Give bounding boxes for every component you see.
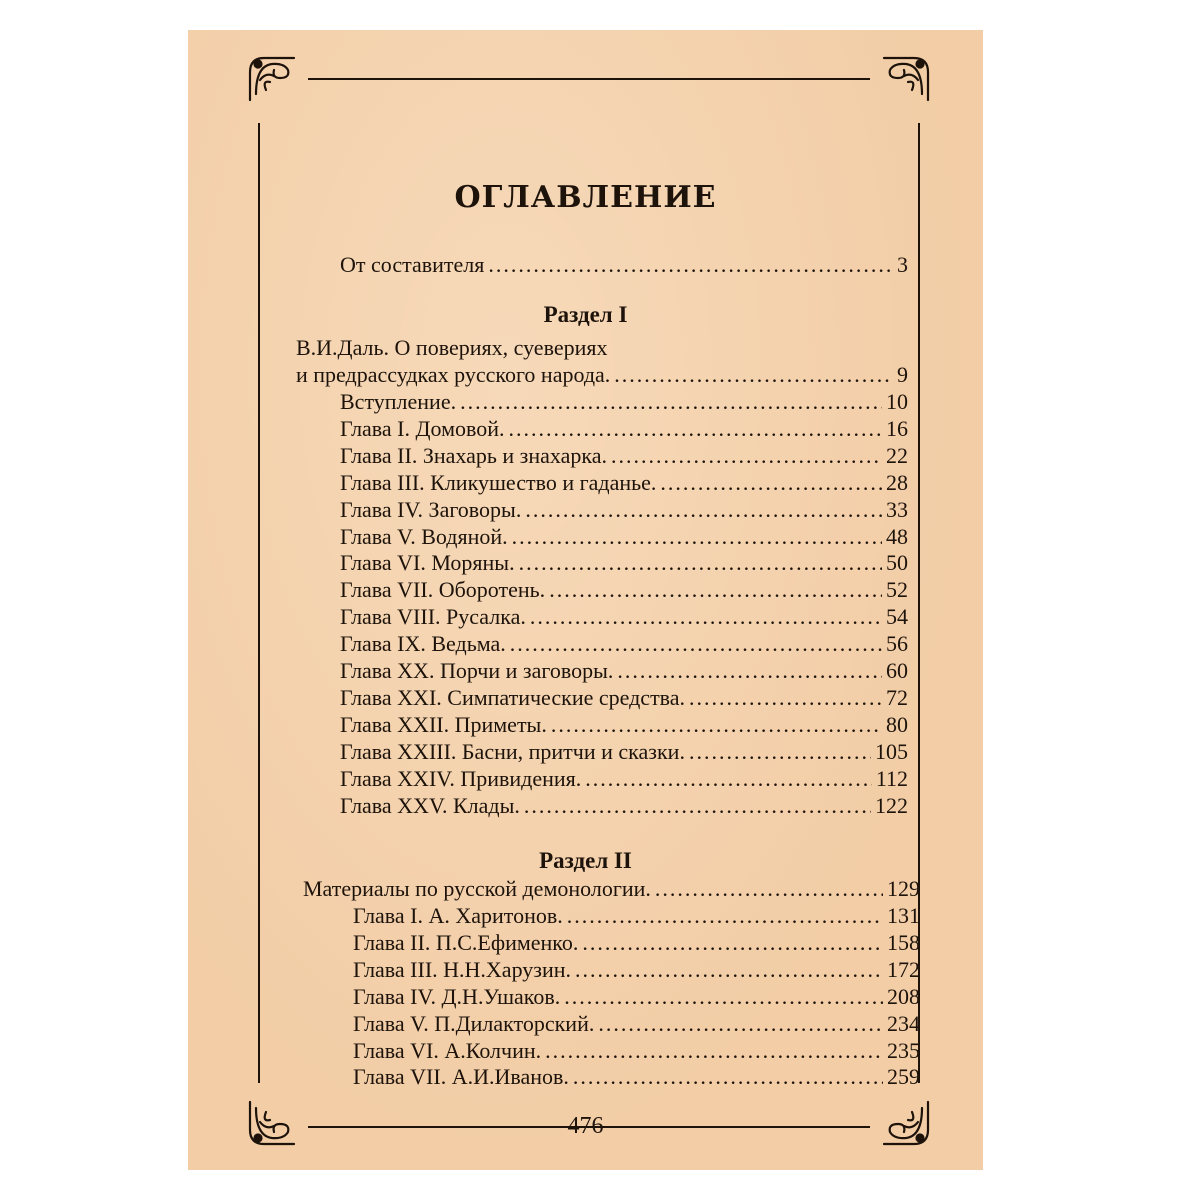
toc-entry-text: Глава III. Н.Н.Харузин. xyxy=(353,956,572,982)
toc-entry-page: 10 xyxy=(886,389,908,414)
leader-dots xyxy=(530,603,882,630)
toc-entry-main xyxy=(296,361,908,388)
toc-entry-text: Глава XXIV. Привидения. xyxy=(340,765,582,791)
toc-entry xyxy=(340,549,908,576)
toc-entry-intro xyxy=(340,251,908,278)
toc-entry-text: Глава VIII. Русалка. xyxy=(340,604,526,630)
toc-entry-page: 122 xyxy=(875,792,908,818)
toc-entry xyxy=(340,388,908,415)
toc-entry-page: 72 xyxy=(886,684,908,710)
toc-entry-main xyxy=(303,875,920,902)
leader-dots xyxy=(614,361,893,388)
toc-entry-page: 9 xyxy=(897,362,908,387)
leader-dots xyxy=(689,738,871,765)
toc-entry-page: 129 xyxy=(887,876,920,901)
toc-entry-text: Глава IV. Д.Н.Ушаков. xyxy=(353,983,561,1009)
toc-entry xyxy=(353,902,920,929)
corner-ornament-icon xyxy=(244,50,300,106)
toc-entry-text: Вступление. xyxy=(340,389,457,414)
toc-entry-page: 234 xyxy=(887,1010,920,1036)
toc-entry-text: Глава VI. Моряны. xyxy=(340,550,515,576)
toc-entry xyxy=(340,765,908,792)
toc-entry xyxy=(340,576,908,603)
leader-dots xyxy=(655,875,883,902)
toc-entry-text: Глава XX. Порчи и заговоры. xyxy=(340,658,614,683)
leader-dots xyxy=(488,251,893,278)
toc-entry-page: 158 xyxy=(887,929,920,955)
toc-entry xyxy=(340,523,908,550)
leader-dots xyxy=(611,442,882,469)
toc-entry-page: 105 xyxy=(875,738,908,764)
leader-dots xyxy=(564,983,883,1010)
toc-entry-text: Глава I. Домовой. xyxy=(340,415,505,441)
leader-dots xyxy=(551,711,882,738)
toc-entry xyxy=(340,442,908,469)
corner-ornament-icon xyxy=(878,50,934,106)
toc-entry xyxy=(340,469,908,496)
leader-dots xyxy=(689,684,882,711)
toc-entry xyxy=(353,1037,920,1064)
toc-entry-text: Глава XXII. Приметы. xyxy=(340,711,547,737)
toc-entry xyxy=(340,496,908,523)
section-heading-1: Раздел I xyxy=(543,302,628,327)
leader-dots xyxy=(585,765,872,792)
leader-dots xyxy=(575,956,883,983)
toc-entry-text: Глава III. Кликушество и гаданье. xyxy=(340,469,657,495)
toc-entry-text: Глава VI. А.Колчин. xyxy=(353,1037,542,1063)
toc-entry-text: Глава IV. Заговоры. xyxy=(340,496,522,522)
toc-entry-page: 259 xyxy=(887,1064,920,1090)
toc-entry xyxy=(340,684,908,711)
toc-entry-text: Глава II. Знахарь и знахарка. xyxy=(340,442,607,468)
toc-entry-page: 3 xyxy=(897,252,908,277)
toc-entry xyxy=(340,603,908,630)
leader-dots xyxy=(524,792,871,819)
toc-entry-page: 54 xyxy=(886,604,908,630)
toc-entry-text: Глава XXI. Симпатические средства. xyxy=(340,684,686,710)
toc-entry-page: 52 xyxy=(886,577,908,603)
page-number: 476 xyxy=(567,1113,604,1139)
toc-entry-text: Глава IX. Ведьма. xyxy=(340,631,506,657)
toc-entry-page: 50 xyxy=(886,550,908,576)
leader-dots xyxy=(509,415,882,442)
leader-dots xyxy=(598,1010,883,1037)
leader-dots xyxy=(512,523,882,550)
toc-entry xyxy=(353,983,920,1010)
toc-entry xyxy=(353,1010,920,1037)
toc-entry xyxy=(340,630,908,657)
leader-dots xyxy=(549,576,882,603)
leader-dots xyxy=(582,929,883,956)
toc-entry-page: 235 xyxy=(887,1037,920,1063)
toc-entry-page: 33 xyxy=(886,496,908,522)
toc-entry xyxy=(353,956,920,983)
toc-entry-main-line1: В.И.Даль. О повериях, суевериях xyxy=(296,335,608,360)
toc-entry xyxy=(340,792,908,819)
section-heading-2: Раздел II xyxy=(539,848,632,873)
toc-entry-text: Глава II. П.С.Ефименко. xyxy=(353,929,579,955)
frame-left-border xyxy=(258,123,260,1083)
toc-entry-text: Глава XXV. Клады. xyxy=(340,792,520,818)
toc-entry xyxy=(340,711,908,738)
toc-entry-text: От составителя xyxy=(340,252,485,277)
toc-entry-page: 48 xyxy=(886,523,908,549)
toc-entry-page: 56 xyxy=(886,631,908,657)
toc-entry-text: Глава VII. А.И.Иванов. xyxy=(353,1064,569,1090)
leader-dots xyxy=(617,657,882,684)
toc-entry xyxy=(340,415,908,442)
toc-entry-page: 80 xyxy=(886,711,908,737)
toc-entry-page: 16 xyxy=(886,415,908,441)
leader-dots xyxy=(460,388,882,415)
toc-entry-text: Глава V. Водяной. xyxy=(340,523,508,549)
toc-entry-page: 172 xyxy=(887,956,920,982)
toc-entry-page: 131 xyxy=(887,903,920,928)
toc-entry-page: 208 xyxy=(887,983,920,1009)
leader-dots xyxy=(660,469,882,496)
toc-entry-page: 112 xyxy=(875,765,908,791)
leader-dots xyxy=(573,1063,883,1090)
toc-entry-page: 28 xyxy=(886,469,908,495)
toc-entry-text: Материалы по русской демонологии. xyxy=(303,876,651,901)
leader-dots xyxy=(510,630,882,657)
page-title: ОГЛАВЛЕНИЕ xyxy=(454,180,717,215)
toc-entry-text: Глава V. П.Дилакторский. xyxy=(353,1010,595,1036)
toc-entry-text: Глава VII. Оборотень. xyxy=(340,577,546,603)
toc-entry xyxy=(340,657,908,684)
toc-entry-text: Глава I. А. Харитонов. xyxy=(353,903,563,928)
leader-dots xyxy=(567,902,883,929)
toc-entry-text: и предрассудках русского народа. xyxy=(296,362,611,387)
toc-entry xyxy=(353,929,920,956)
frame-top-border xyxy=(308,78,870,80)
toc-entry xyxy=(353,1063,920,1090)
toc-entry xyxy=(340,738,908,765)
leader-dots xyxy=(545,1037,883,1064)
leader-dots xyxy=(525,496,882,523)
book-page xyxy=(188,30,983,1170)
toc-entry-text: Глава XXIII. Басни, притчи и сказки. xyxy=(340,738,685,764)
leader-dots xyxy=(519,549,882,576)
toc-entry-page: 60 xyxy=(886,658,908,683)
toc-entry-page: 22 xyxy=(886,442,908,468)
